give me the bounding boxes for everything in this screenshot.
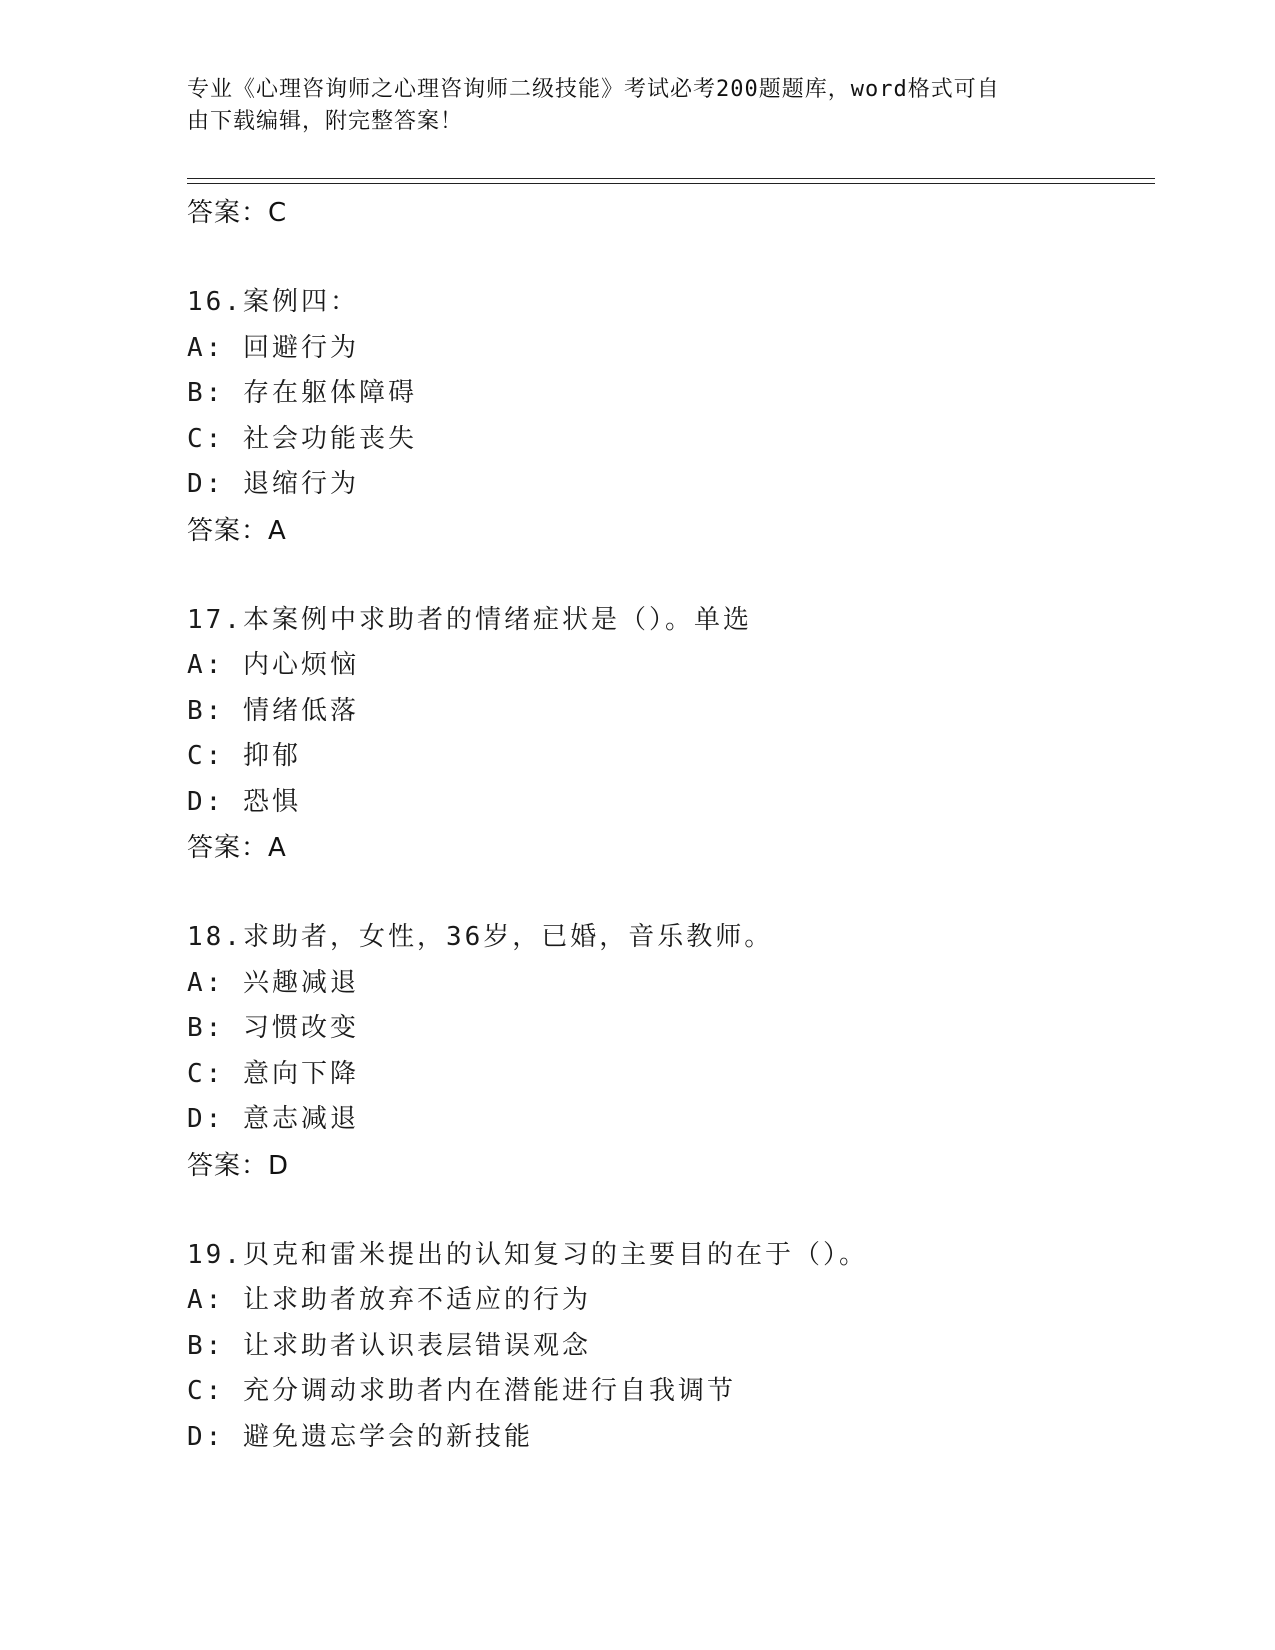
question-stem: 19.贝克和雷米提出的认知复习的主要目的在于（）。 [187,1239,868,1270]
question-18 [187,915,1147,1189]
answer-line: 答案：A [187,833,287,863]
option-d: D: 退缩行为 [187,469,359,499]
header-divider-bottom [187,183,1155,184]
header-line-2: 由下载编辑，附完整答案！ [187,109,464,134]
option-d: D: 避免遗忘学会的新技能 [187,1421,533,1452]
answer-line: 答案：C [187,198,288,228]
question-stem: 16.案例四： [187,287,359,317]
option-c: C: 充分调动求助者内在潜能进行自我调节 [187,1376,736,1406]
question-17 [187,598,1147,872]
option-c: C: 意向下降 [187,1058,359,1089]
option-a: A: 让求助者放弃不适应的行为 [187,1285,591,1315]
question-stem: 17.本案例中求助者的情绪症状是（）。单选 [187,604,752,635]
option-b: B: 存在躯体障碍 [187,378,417,408]
document-header [187,74,1067,138]
spacer [187,236,1147,280]
answer-line: 答案：D [187,1150,290,1181]
question-16 [187,280,1147,554]
answer-line: 答案：A [187,515,287,546]
header-divider-top [187,178,1155,179]
question-stem: 18.求助者，女性，36岁，已婚，音乐教师。 [187,922,774,952]
option-d: D: 意志减退 [187,1104,359,1134]
spacer [187,554,1147,598]
option-b: B: 让求助者认识表层错误观念 [187,1330,591,1361]
option-c: C: 抑郁 [187,741,301,771]
option-c: C: 社会功能丧失 [187,423,417,454]
option-b: B: 情绪低落 [187,695,359,726]
option-d: D: 恐惧 [187,786,301,817]
spacer [187,1189,1147,1233]
option-a: A: 内心烦恼 [187,650,359,680]
question-list [187,190,1147,1460]
question-19 [187,1233,1147,1461]
option-a: A: 回避行为 [187,332,359,363]
option-a: A: 兴趣减退 [187,967,359,998]
spacer [187,871,1147,915]
header-line-1: 专业《心理咨询师之心理咨询师二级技能》考试必考200题题库，word格式可自 [187,77,1000,102]
option-b: B: 习惯改变 [187,1013,359,1043]
